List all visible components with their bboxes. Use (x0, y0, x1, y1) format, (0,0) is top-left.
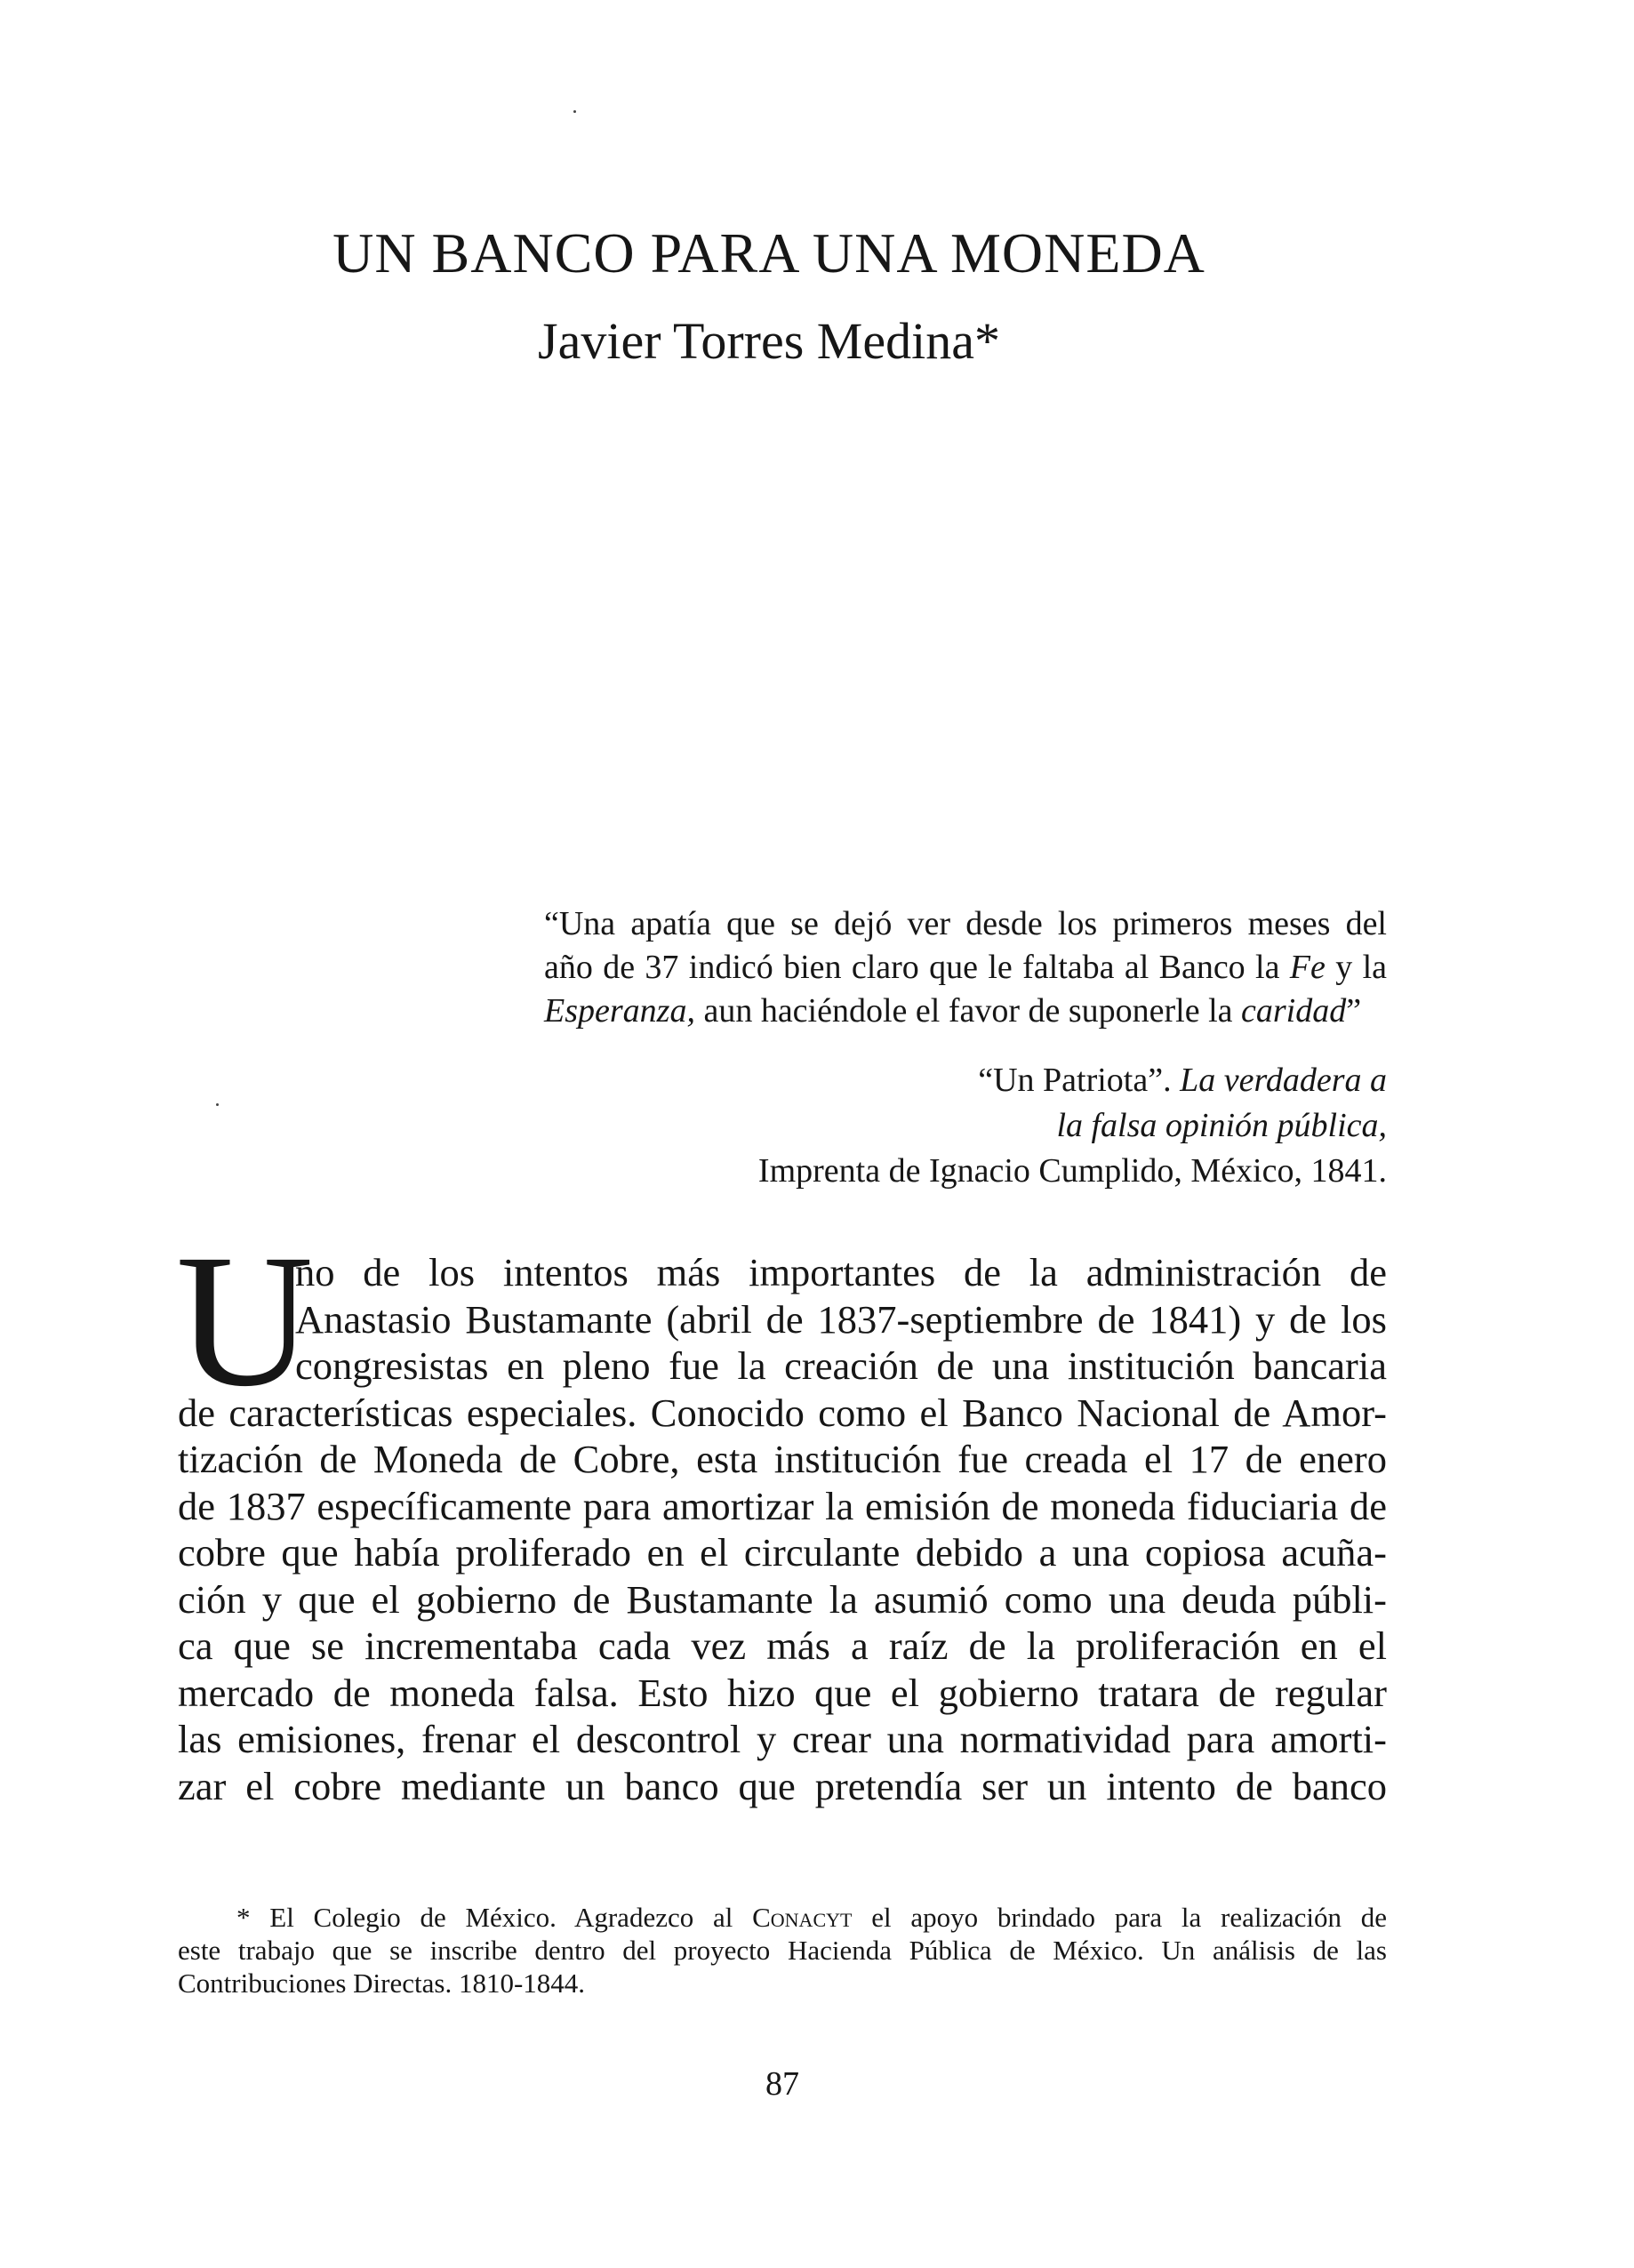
footnote (178, 1901, 1387, 2000)
epigraph-emphasis: Fe (1289, 949, 1326, 986)
body-line: de 1837 específicamente para amortizar la emisión de moneda fiduciaria de (178, 1483, 1387, 1528)
footnote-line: Contribuciones Directas. 1810-1844. (178, 1967, 586, 1999)
attribution-line: Imprenta de Ignacio Cumplido, México, 1841. (757, 1152, 1387, 1190)
body-line: congresistas en pleno fue la creación de una institución bancaria (295, 1343, 1387, 1388)
epigraph-line: año de 37 indicó bien claro que le faltaba al Banco la Fe y la (544, 949, 1387, 986)
epigraph-line: “Una apatía que se dejó ver desde los primeros meses del (544, 905, 1387, 942)
body-line: mercado de moneda falsa. Esto hizo que el gobierno tratara de regular (178, 1670, 1387, 1715)
body-line: cobre que había proliferado en el circulante debido a una copiosa acuña- (178, 1530, 1387, 1575)
epigraph-emphasis: Esperanza, (544, 992, 695, 1030)
body-line: no de los intentos más importantes de la administración de (295, 1250, 1387, 1294)
scan-speck (216, 1103, 219, 1106)
footnote-line: este trabajo que se inscribe dentro del proyecto Hacienda Pública de México. Un análisis de las (178, 1935, 1387, 1966)
body-line: las emisiones, frenar el descontrol y crear una normatividad para amorti- (178, 1717, 1387, 1761)
body-line: Anastasio Bustamante (abril de 1837-septiembre de 1841) y de los (295, 1296, 1387, 1342)
body-line: de características especiales. Conocido como el Banco Nacional de Amor- (178, 1390, 1387, 1435)
epigraph-quote (544, 902, 1387, 1033)
body-line: ción y que el gobierno de Bustamante la asumió como una deuda públi- (178, 1576, 1387, 1622)
article-author: Javier Torres Medina* (538, 312, 1000, 370)
epigraph-attribution (544, 1058, 1387, 1194)
page-number: 87 (765, 2065, 799, 2103)
epigraph-emphasis: caridad (1241, 992, 1347, 1030)
attribution-line: la falsa opinión pública, (1056, 1107, 1387, 1144)
drop-cap: U (176, 1215, 314, 1426)
scan-speck (573, 110, 576, 113)
body-line: tización de Moneda de Cobre, esta institución fue creada el 17 de enero (178, 1437, 1387, 1481)
footnote-line: * El Colegio de México. Agradezco al Conacyt el apoyo brindado para la realización de (236, 1902, 1387, 1933)
epigraph-line: Esperanza, aun haciéndole el favor de suponerle la caridad” (544, 992, 1362, 1030)
body-line: zar el cobre mediante un banco que pretendía ser un intento de banco (178, 1763, 1387, 1808)
article-title: UN BANCO PARA UNA MONEDA (332, 221, 1205, 285)
body-line: ca que se incrementaba cada vez más a raíz de la proliferación en el (178, 1623, 1387, 1668)
attribution-line: “Un Patriota”. La verdadera a (978, 1062, 1387, 1099)
body-paragraph (178, 1249, 1387, 1809)
conacyt-small-caps: Conacyt (752, 1902, 853, 1933)
